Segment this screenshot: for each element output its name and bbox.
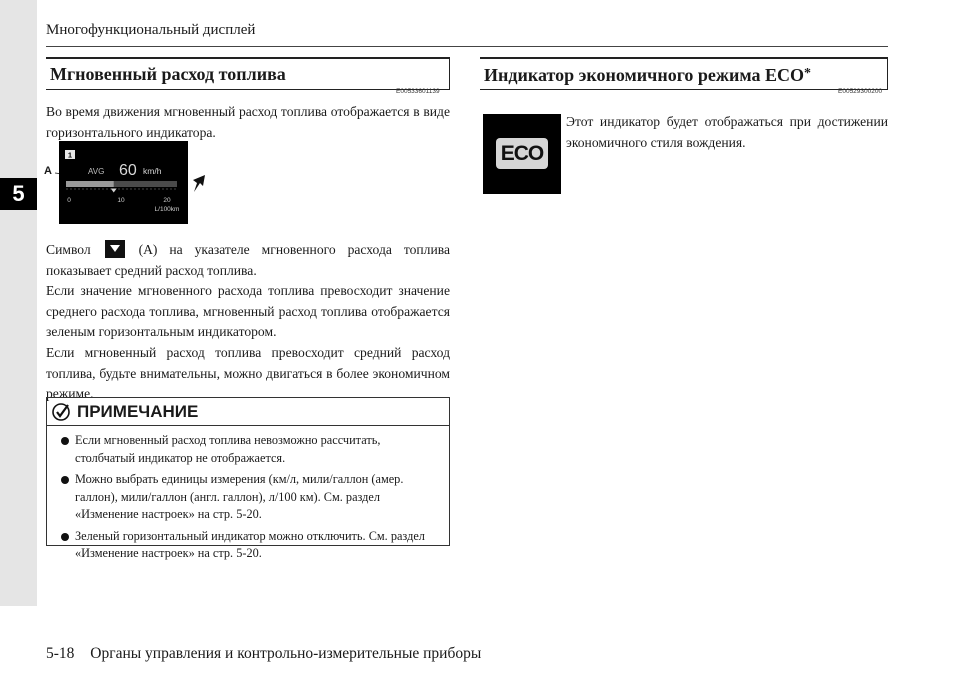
note-title: ПРИМЕЧАНИЕ xyxy=(77,401,199,421)
pointer-arrow-icon xyxy=(193,173,215,193)
note-header xyxy=(47,398,449,426)
note-item: Можно выбрать единицы измерения (км/л, мили/галлон (амер. галлон), мили/галлон (англ. галлон), л/100 км). См. раздел «Изменение настроек» на стр. 5-20. xyxy=(61,471,441,524)
body-paragraph-2: Если значение мгновенного расхода топлива превосходит значение среднего расхода топлива, мгновенный расход топлива отображается зеленым горизонтальным индикатором. xyxy=(46,283,450,339)
average-marker xyxy=(111,189,117,193)
note-item: Если мгновенный расход топлива невозможно рассчитать, столбчатый индикатор не отображается. xyxy=(61,432,441,467)
speed-unit: km/h xyxy=(143,166,162,176)
symbol-text-before: Символ xyxy=(46,242,91,257)
section-code-eco: E00529300200 xyxy=(838,88,883,95)
note-box xyxy=(46,397,450,560)
eco-label: ECO xyxy=(500,141,544,165)
chapter-sidebar xyxy=(0,0,37,606)
section-code-fuel: E00533601139 xyxy=(396,88,440,95)
eco-heading-text: Индикатор экономичного режима ECO xyxy=(484,65,804,85)
speed-value: 60 xyxy=(119,162,137,179)
body-paragraph-3: Если мгновенный расход топлива превосходит средний расход топлива, будьте внимательны, можно двигаться в более экономичном режиме. xyxy=(46,345,450,401)
eco-paragraph: Этот индикатор будет отображаться при достижении экономичного стиля вождения. xyxy=(566,114,888,150)
chapter-tab: 5 xyxy=(0,178,37,210)
section-heading-fuel: Мгновенный расход топлива xyxy=(46,57,450,90)
fuel-bar-fill xyxy=(66,181,114,187)
eco-indicator-icon xyxy=(496,138,548,169)
page-number: 5-18 xyxy=(46,645,75,662)
scale-tick-0: 0 xyxy=(67,197,71,204)
scale-tick-10: 10 xyxy=(117,197,125,204)
section-heading-eco xyxy=(480,57,888,90)
header-rule xyxy=(46,46,888,47)
note-list xyxy=(47,426,449,563)
symbol-paragraph xyxy=(46,240,450,281)
mode-number: 1 xyxy=(67,150,73,160)
eco-indicator-figure xyxy=(483,114,561,194)
symbol-text-after: (A) на указателе мгновенного расхода топлива показывает средний расход топлива. xyxy=(46,242,451,278)
page-footer xyxy=(46,645,481,663)
footer-chapter-title: Органы управления и контрольно-измерительные приборы xyxy=(90,645,482,662)
intro-paragraph: Во время движения мгновенный расход топлива отображается в виде горизонтального индикатора. xyxy=(46,104,450,140)
average-marker-icon xyxy=(105,240,125,258)
callout-label-a: A xyxy=(44,165,52,177)
avg-label: AVG xyxy=(88,167,105,176)
scale-unit: L/100km xyxy=(154,206,180,213)
page-header-title: Многофункциональный дисплей xyxy=(46,22,256,38)
fuel-display-figure xyxy=(59,141,188,224)
heading-asterisk: * xyxy=(803,66,811,81)
note-icon xyxy=(51,402,73,422)
scale-tick-20: 20 xyxy=(163,197,171,204)
note-item: Зеленый горизонтальный индикатор можно отключить. См. раздел «Изменение настроек» на стр. 5-20. xyxy=(61,528,441,563)
